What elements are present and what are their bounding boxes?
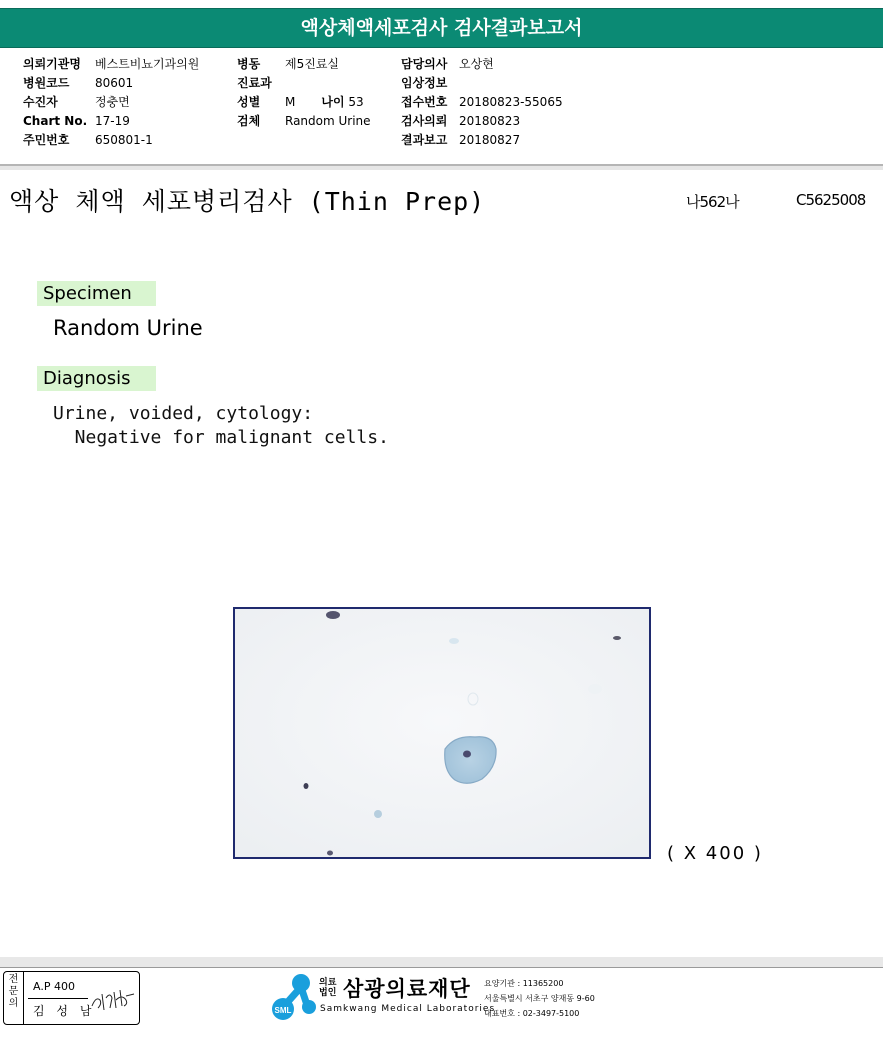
info-value: 20180827 [459,133,521,147]
logo-text: SML [274,1006,292,1015]
info-row-sex-age [237,93,371,112]
magnification-label: ( X 400 ) [667,843,763,864]
specialist-vertical-label [4,972,24,1024]
info-value: 20180823 [459,114,521,128]
signature-underline [28,998,88,999]
info-label: 수진자 [23,95,58,109]
info-value-sex: M [285,95,296,109]
organization-type-line: 의료 [319,978,337,988]
exam-title: 액상 체액 세포병리검사 (Thin Prep) [9,187,486,216]
handwritten-signature [90,984,136,1014]
cell-image-graphic [235,609,649,857]
organization-phone: 대표번호 : 02-3497-5100 [484,1009,580,1018]
pathologist-signature-box [3,971,140,1025]
info-value: 정충면 [95,95,130,109]
vertical-label-char: 문 [8,986,19,997]
report-title: 액상체액세포검사 검사결과보고서 [0,8,883,48]
info-row-hospital-code [23,74,199,93]
diagnosis-heading: Diagnosis [37,366,156,391]
footer-divider [0,957,883,968]
info-row-chart-no [23,112,199,131]
organization-address: 서울특별시 서초구 양재동 9-60 [484,994,595,1003]
info-row-doctor [401,55,563,74]
diagnosis-text [53,402,389,450]
vertical-label-char: 의 [8,998,19,1009]
info-label: 접수번호 [401,95,448,109]
organization-english-name: Samkwang Medical Laboratories [320,1004,496,1014]
pathologist-name: 김 성 남 [33,1004,96,1018]
info-value: Random Urine [285,114,371,128]
specimen-heading: Specimen [37,281,156,306]
info-value: 17-19 [95,114,130,128]
patient-info-col2 [237,55,371,131]
info-label: 담당의사 [401,57,448,71]
info-label: 병동 [237,57,261,71]
exam-code-2: C5625008 [796,191,866,209]
info-value: 80601 [95,76,134,90]
info-value-age: 53 [348,95,364,109]
info-row-ward [237,55,371,74]
info-row-clinical-info [401,74,563,93]
info-row-resident-no [23,131,199,150]
info-row-receipt-no [401,93,563,112]
header-divider-shade [0,166,883,170]
organization-contact [484,976,595,1021]
info-value: 제5진료실 [285,57,340,71]
info-label: 주민번호 [23,133,70,147]
info-row-requesting-institution [23,55,199,74]
microscopy-image [233,607,651,859]
info-value: 20180823-55065 [459,95,563,109]
diagnosis-line-1: Urine, voided, cytology: [53,403,314,424]
info-row-department [237,74,371,93]
vertical-label-char: 전 [8,974,19,985]
info-value: 베스트비뇨기과의원 [95,57,200,71]
care-institution-code: 요양기관 : 11365200 [484,979,564,988]
sml-logo-icon [271,973,317,1023]
patient-info-col1 [23,55,199,150]
info-label: 병원코드 [23,76,70,90]
info-label: 성별 [237,95,261,109]
exam-code-1: 나562나 [686,193,739,211]
info-label: 진료과 [237,76,272,90]
patient-info-col3 [401,55,563,150]
info-label: 의뢰기관명 [23,57,81,71]
info-label: 검사의뢰 [401,114,448,128]
organization-type [319,978,336,998]
info-row-request-date [401,112,563,131]
info-label: 결과보고 [401,133,448,147]
diagnosis-line-2: Negative for malignant cells. [53,427,389,448]
info-label: 임상정보 [401,76,448,90]
info-label: 검체 [237,114,261,128]
info-row-patient-name [23,93,199,112]
organization-type-line: 법인 [319,988,337,998]
info-value: 오상현 [459,57,494,71]
info-row-report-date [401,131,563,150]
specimen-value: Random Urine [53,316,203,340]
info-label: Chart No. [23,114,88,128]
info-row-specimen [237,112,371,131]
organization-name: 삼광의료재단 [343,977,471,1001]
pathologist-license: A.P 400 [33,980,75,993]
info-value: 650801-1 [95,133,153,147]
info-label-age: 나이 [321,95,345,109]
